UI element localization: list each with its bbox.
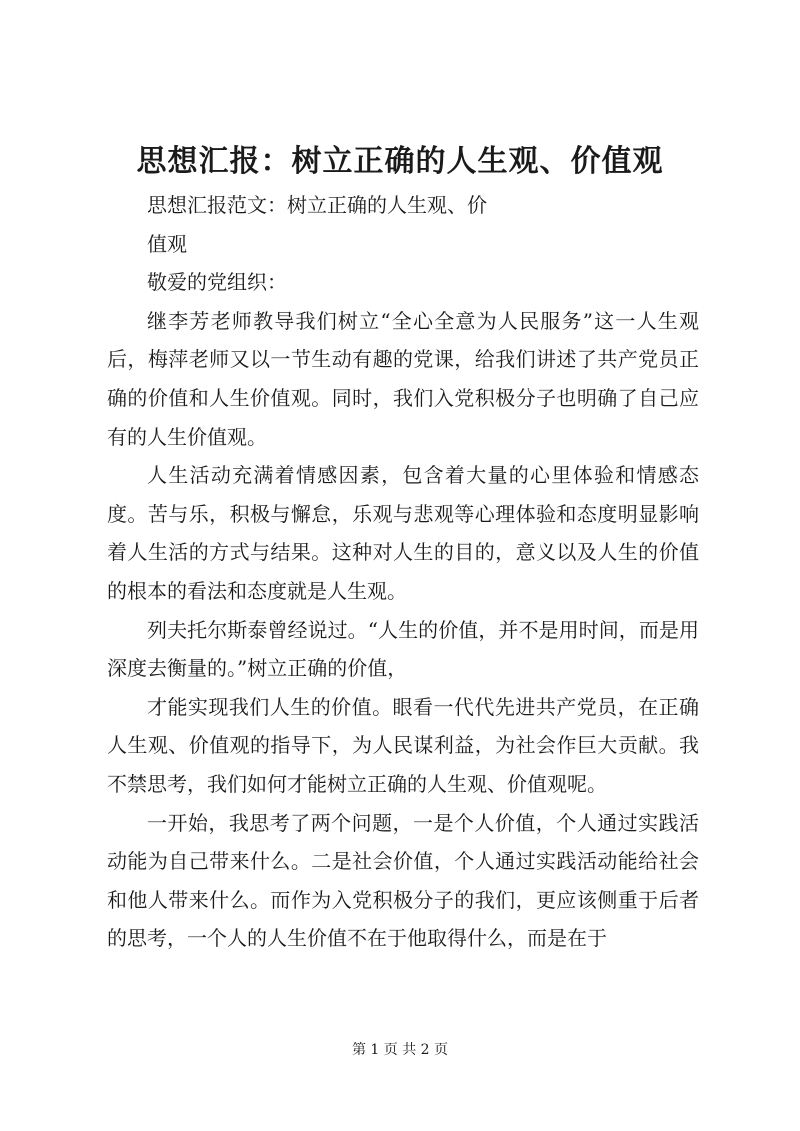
paragraph: 一开始，我思考了两个问题，一是个人价值，个人通过实践活动能为自己带来什么。二是社会价值，个人通过实践活动能给社会和他人带来什么。而作为入党积极分子的我们，更应该侧重于后者的思考，一个人的人生价值不在于他取得什么，而是在于 [107, 810, 699, 951]
document-body [107, 186, 699, 958]
paragraph-subtitle-line2: 值观 [147, 231, 187, 256]
paragraph: 列夫托尔斯泰曾经说过。“人生的价值，并不是用时间，而是用深度去衡量的。”树立正确的价值， [107, 617, 699, 681]
paragraph-salutation: 敬爱的党组织： [147, 270, 287, 295]
paragraph: 继李芳老师教导我们树立“全心全意为人民服务”这一人生观后，梅萍老师又以一节生动有趣的党课，给我们讲述了共产党员正确的价值和人生价值观。同时，我们入党积极分子也明确了自己应有的人生价值观。 [107, 308, 699, 449]
paragraph: 才能实现我们人生的价值。眼看一代代先进共产党员，在正确人生观、价值观的指导下，为人民谋利益，为社会作巨大贡献。我不禁思考，我们如何才能树立正确的人生观、价值观呢。 [107, 694, 699, 796]
document-title: 思想汇报：树立正确的人生观、价值观 [136, 144, 664, 179]
paragraph: 人生活动充满着情感因素，包含着大量的心里体验和情感态度。苦与乐，积极与懈怠，乐观与悲观等心理体验和态度明显影响着人生活的方式与结果。这种对人生的目的，意义以及人生的价值的根本的看法和态度就是人生观。 [107, 463, 699, 603]
page-number: 第 1 页 共 2 页 [351, 1042, 449, 1058]
paragraph-subtitle-line1: 思想汇报范文：树立正确的人生观、价 [147, 193, 487, 217]
